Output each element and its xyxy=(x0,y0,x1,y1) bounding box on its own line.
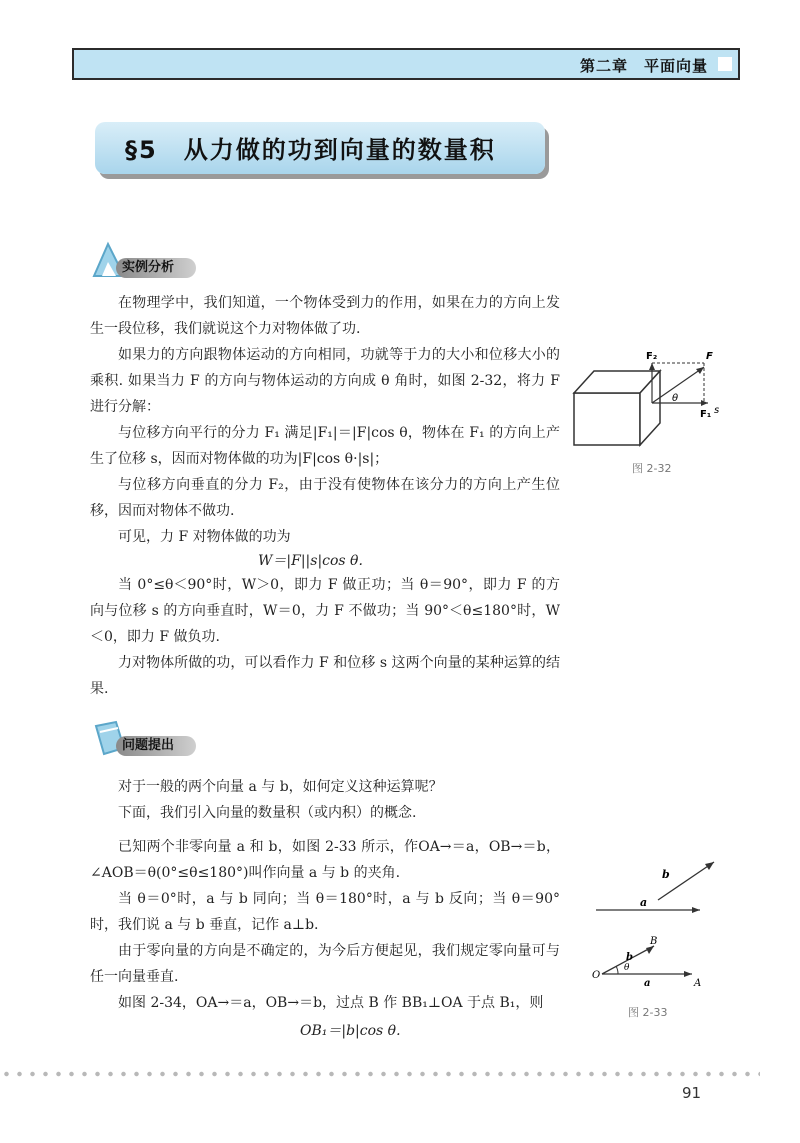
work-formula: W＝|F||s|cos θ. xyxy=(258,553,363,569)
projection-formula: OB₁＝|b|cos θ. xyxy=(300,1023,401,1039)
fig33-label-a2: a xyxy=(644,978,651,989)
page-number: 91 xyxy=(682,1084,702,1102)
fig33-label-theta: θ xyxy=(624,963,630,973)
figure-2-33-caption: 图 2-33 xyxy=(628,1006,668,1019)
fig32-label-f2: F₂ xyxy=(646,351,658,362)
paragraph-question: 对于一般的两个向量 a 与 b，如何定义这种运算呢？ xyxy=(118,779,443,795)
fig33-label-b2: b xyxy=(626,952,633,963)
fig32-label-f1: F₁ xyxy=(700,409,712,420)
fig32-label-f: F xyxy=(706,351,713,362)
chapter-title: 第二章 平面向量 xyxy=(579,57,708,75)
fig32-label-theta: θ xyxy=(672,393,679,404)
section-tag-label: 实例分析 xyxy=(116,258,196,278)
paragraph-introduce-dot-product: 下面，我们引入向量的数量积（或内积）的概念. xyxy=(118,805,417,821)
footer-dotted-line xyxy=(0,1070,760,1078)
figure-2-33-vector-angle xyxy=(588,850,738,1000)
paragraph-angle-definition: 已知两个非零向量 a 和 b，如图 2-33 所示，作OA→＝a，OB→＝b，∠AOB＝θ(0°≤θ≤180°)叫作向量 a 与 b 的夹角. xyxy=(90,839,560,881)
paragraph-zero-vector: 由于零向量的方向是不确定的，为今后方便起见，我们规定零向量可与任一向量垂直. xyxy=(90,943,560,985)
fig32-label-s: s xyxy=(714,405,720,416)
chapter-header-bar xyxy=(72,48,740,80)
paragraph-work-intro: 在物理学中，我们知道，一个物体受到力的作用，如果在力的方向上发生一段位移，我们就说这个力对物体做了功. xyxy=(90,295,560,337)
paragraph-parallel-component: 与位移方向平行的分力 F₁ 满足|F₁|＝|F|cos θ，物体在 F₁ 的方向上产生了位移 s，因而对物体做的功为|F|cos θ·|s|； xyxy=(90,425,560,467)
paragraph-work-operation: 力对物体所做的功，可以看作力 F 和位移 s 这两个向量的某种运算的结果. xyxy=(90,655,560,697)
paragraph-work-sign: 当 0°≤θ＜90°时，W＞0，即力 F 做正功；当 θ＝90°，即力 F 的方向与位移 s 的方向垂直时，W＝0，力 F 不做功；当 90°＜θ≤180°时，W＜0，即力 F 做负功. xyxy=(90,577,560,645)
figure-2-32-box-force xyxy=(568,345,738,455)
paragraph-projection: 如图 2-34，OA→＝a，OB→＝b，过点 B 作 BB₁⊥OA 于点 B₁，则 xyxy=(118,995,544,1011)
figure-2-32-caption: 图 2-32 xyxy=(632,462,672,475)
fig33-label-o: O xyxy=(592,970,601,981)
fig33-label-b: b xyxy=(662,868,670,881)
fig33-label-a: a xyxy=(640,896,648,909)
section-tag-label: 问题提出 xyxy=(116,736,196,756)
section-title-banner xyxy=(95,122,545,174)
paragraph-work-conclusion: 可见，力 F 对物体做的功为 xyxy=(118,529,291,545)
paragraph-force-angle: 如果力的方向跟物体运动的方向相同，功就等于力的大小和位移大小的乘积. 如果当力 F 的方向与物体运动的方向成 θ 角时，如图 2-32，将力 F 进行分解： xyxy=(90,347,560,415)
fig33-label-B: B xyxy=(650,936,658,947)
paragraph-perpendicular-component: 与位移方向垂直的分力 F₂，由于没有使物体在该分力的方向上产生位移，因而对物体不做功. xyxy=(90,477,560,519)
header-square-decoration xyxy=(718,57,732,71)
section-title: §5 从力做的功到向量的数量积 xyxy=(125,136,496,164)
paragraph-direction-cases: 当 θ＝0°时，a 与 b 同向；当 θ＝180°时，a 与 b 反向；当 θ＝90°时，我们说 a 与 b 垂直，记作 a⊥b. xyxy=(90,891,560,933)
fig33-label-A: A xyxy=(694,978,702,989)
